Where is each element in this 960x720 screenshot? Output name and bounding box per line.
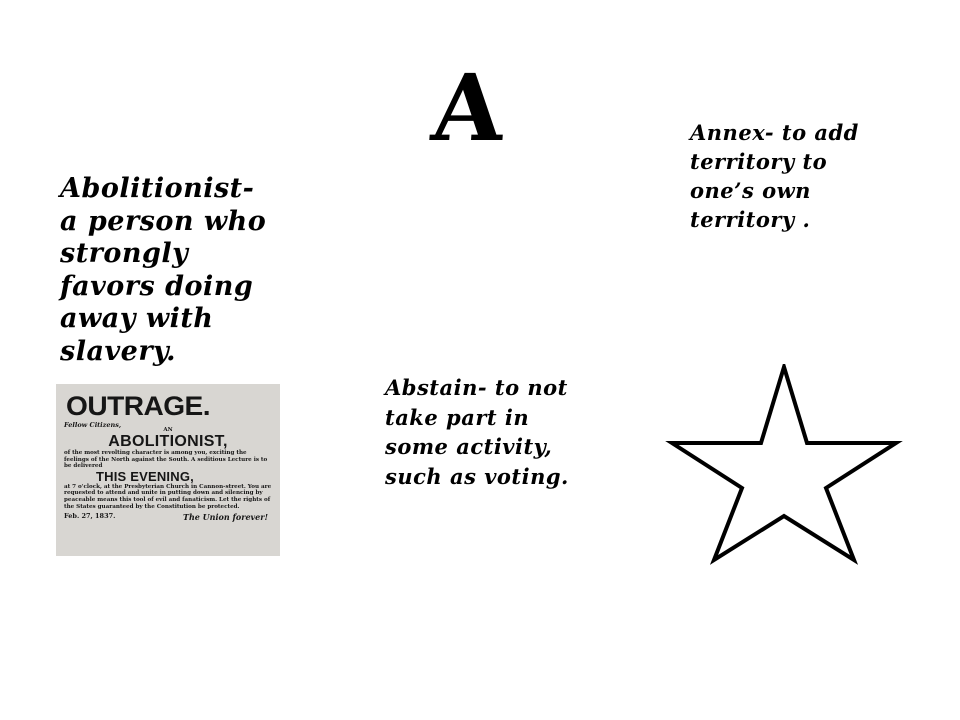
star-outline-icon (664, 364, 904, 566)
term-abolitionist-definition: Abolitionist- a person who strongly favors doing away with slavery. (60, 173, 267, 367)
star-outline-shape (672, 367, 896, 560)
page-letter-heading: A (428, 54, 508, 162)
poster-motto: The Union forever! (183, 512, 268, 523)
term-annex-definition: Annex- to add territory to one’s own territory . (690, 120, 859, 232)
poster-body-first: of the most revolting character is among you, exciting the feelings of the North against the South. A seditious Lecture is to be delivered (64, 450, 268, 470)
poster-an: AN (163, 427, 173, 433)
poster-greeting: Fellow Citizens, (64, 421, 122, 429)
poster-headline: OUTRAGE. (66, 391, 211, 421)
outrage-poster-image (56, 384, 280, 556)
poster-subject: ABOLITIONIST, (108, 433, 228, 450)
poster-footer (64, 512, 272, 522)
term-abstain-definition: Abstain- to not take part in some activity, such as voting. (385, 375, 569, 489)
poster-evening: THIS EVENING, (96, 468, 194, 484)
poster-date: Feb. 27, 1837. (64, 512, 116, 521)
poster-body-second: at 7 o'clock, at the Presbyterian Church in Cannon-street. You are requested to attend and unite in putting down and silencing by peaceable means this tool of evil and fanaticism. Let the rights of the States guaranteed by the Constitution be protected. (64, 483, 272, 510)
